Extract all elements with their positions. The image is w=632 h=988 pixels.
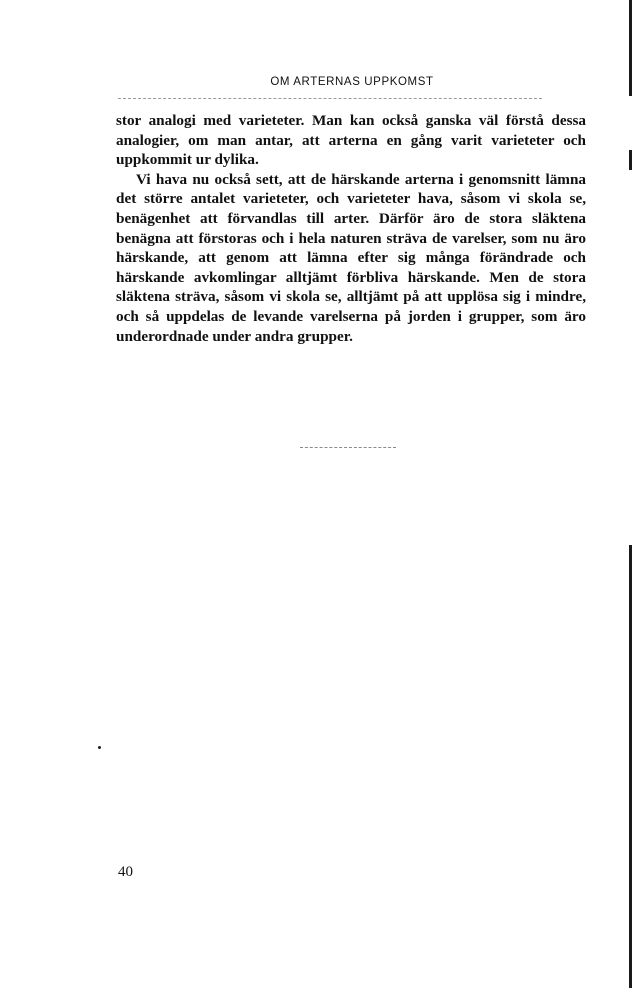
header-rule [118,98,542,99]
page-number: 40 [118,864,133,880]
running-head: OM ARTERNAS UPPKOMST [270,76,434,88]
section-end-rule [300,447,396,448]
ink-speck [98,746,101,749]
paragraph-1: stor analogi med varieteter. Man kan också ganska väl förstå dessa analogier, om man antar, att arterna en gång varit varieteter och uppkommit ur dylika. [116,112,586,169]
paragraph-2: Vi hava nu också sett, att de härskande arterna i genomsnitt lämna det större antalet varieteter, och varieteter hava, såsom vi skola se, benägenhet att förvandlas till arter. Därför äro de stora släktena benägna att förstoras och i hela naturen sträva de varelser, som nu äro härskande, att genom att lämna efter sig många förändrade och härskande avkomlingar alltjämt förbliva härskande. Men de stora släktena sträva, såsom vi skola se, alltjämt på att upplösa sig i mindre, och så uppdelas de levande varelserna på jorden i grupper, som äro underordnade under andra grupper. [116,170,586,345]
body-text [116,111,586,346]
